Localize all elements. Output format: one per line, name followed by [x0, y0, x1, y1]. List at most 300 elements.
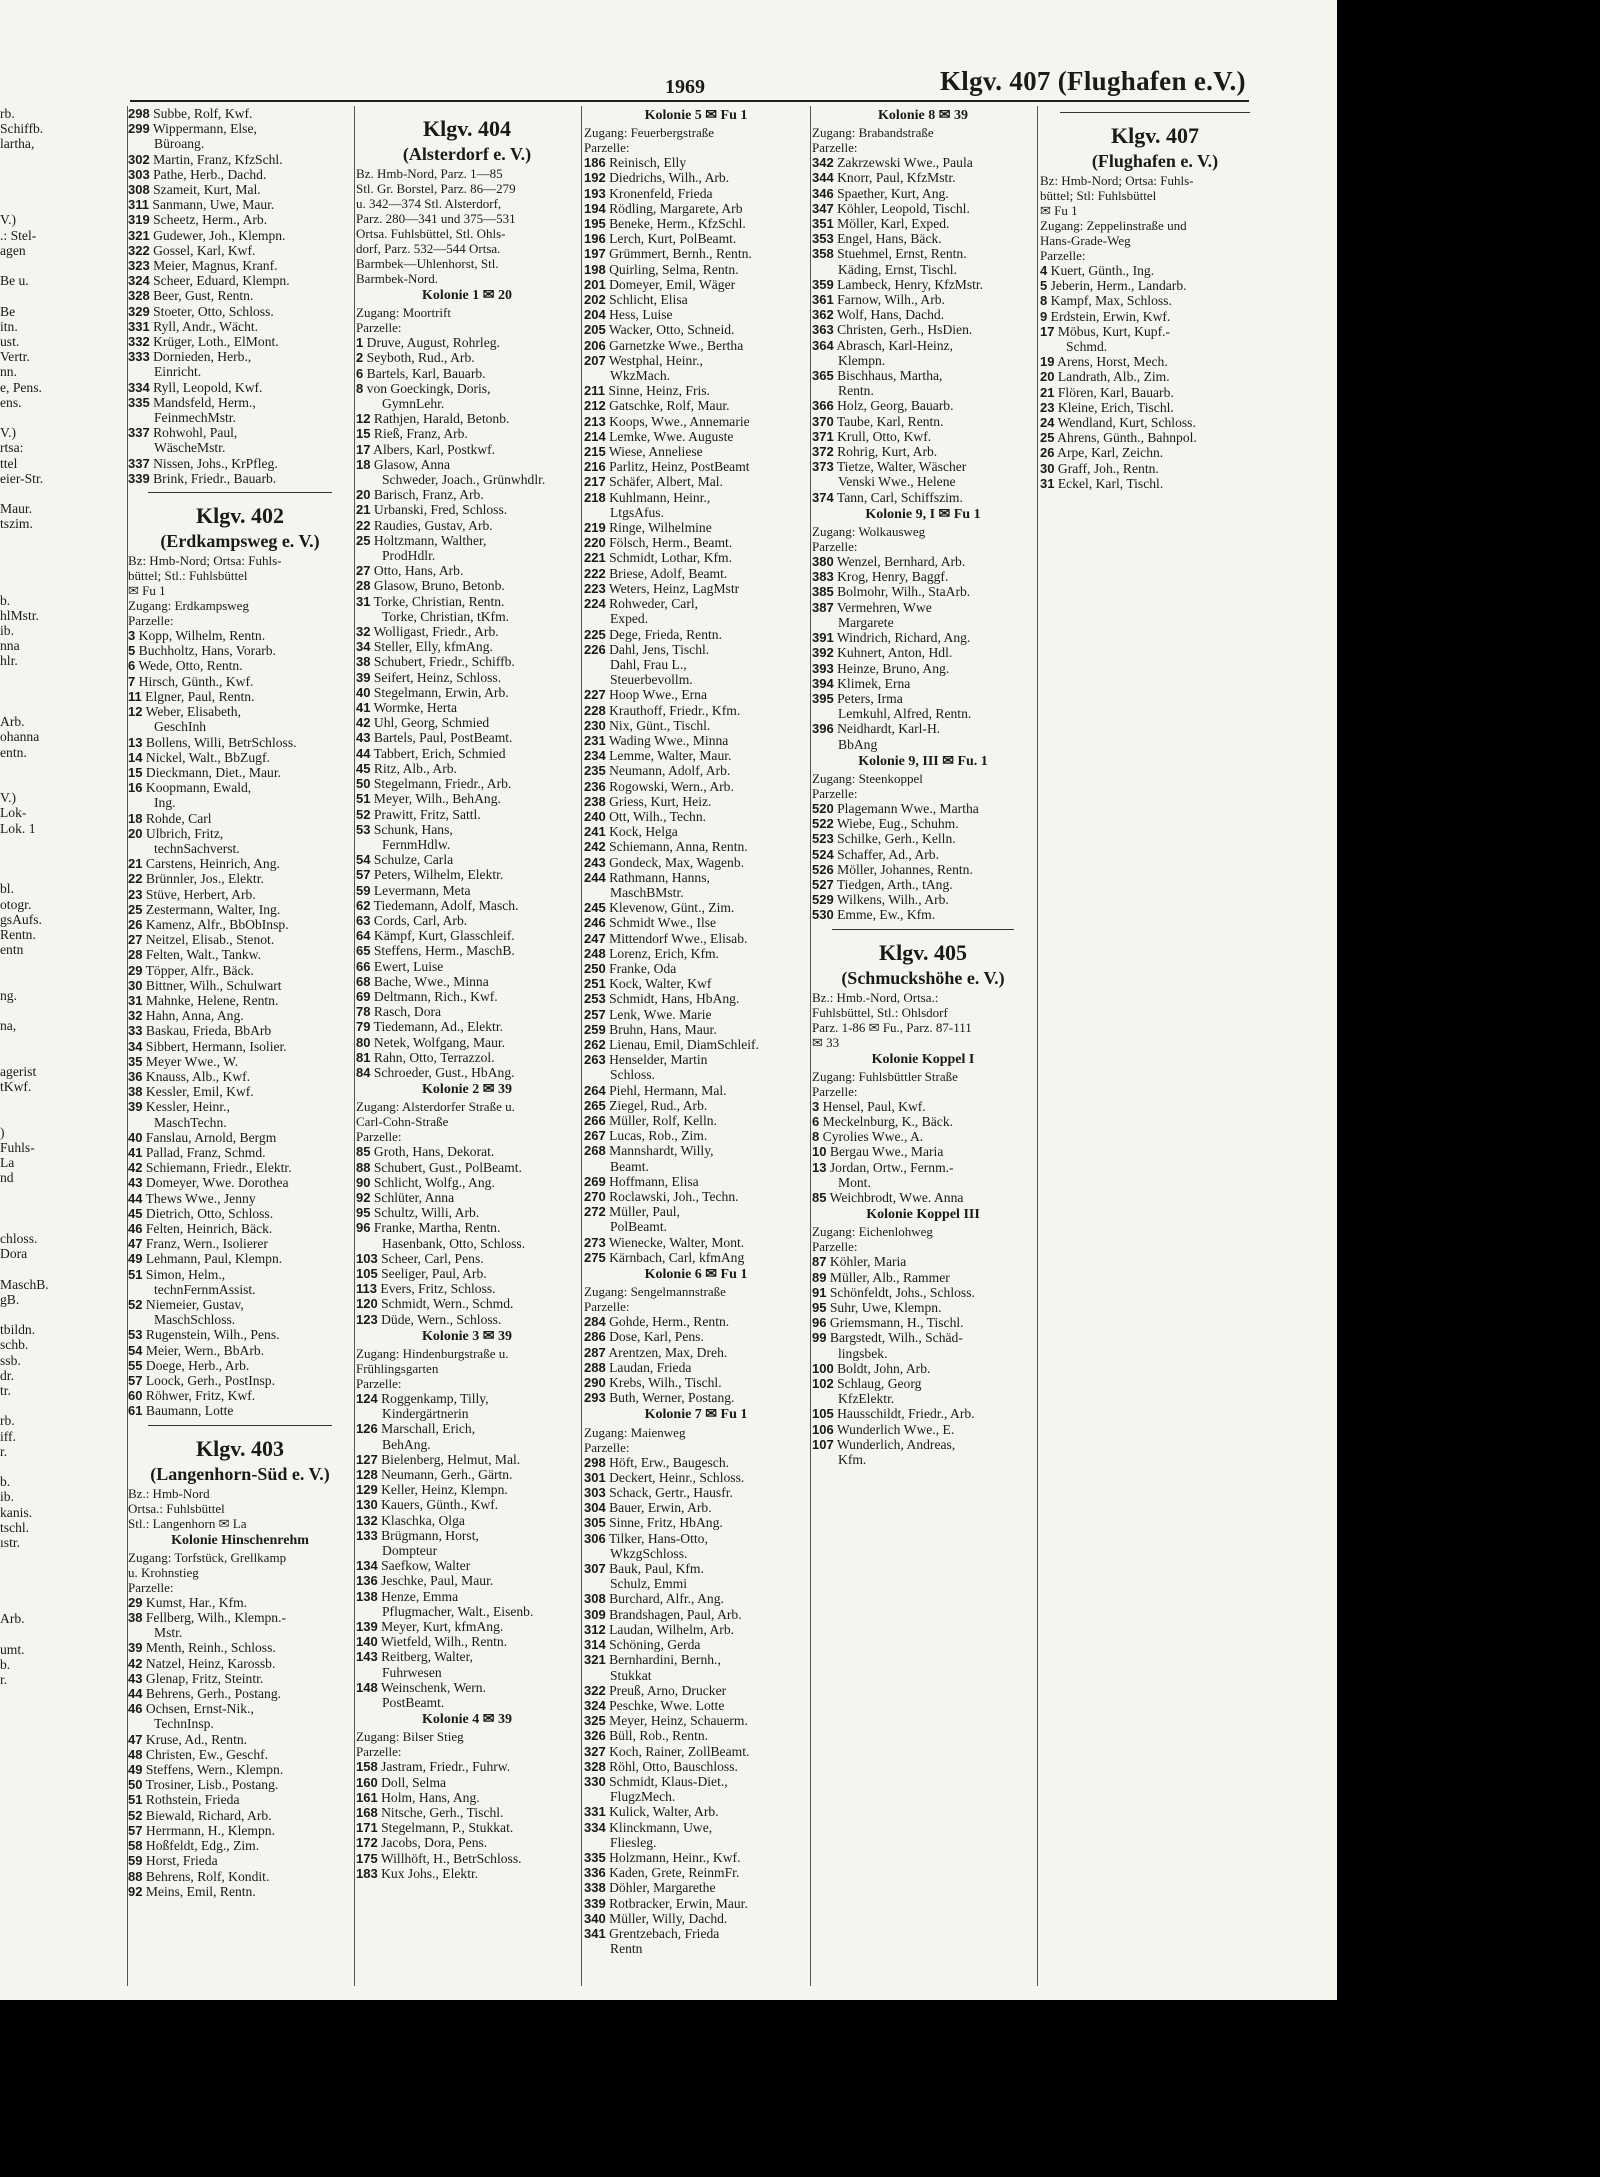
entry-text: gB. [0, 1291, 20, 1307]
plot-number: 341 [584, 1925, 606, 1941]
directory-entry [584, 1896, 808, 1911]
plot-number: 69 [356, 988, 371, 1004]
directory-entry [128, 380, 352, 395]
directory-entry [128, 826, 352, 841]
directory-entry [584, 1470, 808, 1485]
directory-entry [356, 563, 578, 578]
entry-fragment [0, 136, 126, 151]
entry-text: Fuhrwesen [382, 1664, 442, 1680]
plot-number: 55 [128, 1357, 143, 1373]
directory-entry [356, 1019, 578, 1034]
plot-number: 88 [128, 1868, 143, 1884]
entry-text: Weichbrodt, Wwe. Anna [829, 1189, 964, 1205]
entry-continuation [356, 1406, 578, 1421]
directory-entry [356, 1775, 578, 1790]
directory-entry [584, 1698, 808, 1713]
entry-fragment [0, 334, 126, 349]
directory-entry [128, 1403, 352, 1418]
entry-text: Bauer, Erwin, Arb. [609, 1500, 712, 1516]
directory-entry [584, 1911, 808, 1926]
plot-number: 219 [584, 520, 606, 536]
directory-entry [356, 1467, 578, 1482]
plot-number: 38 [128, 1084, 143, 1100]
entry-continuation [584, 1219, 808, 1234]
entry-continuation [584, 1159, 808, 1174]
plot-number: 6 [356, 365, 364, 381]
entry-fragment [0, 1520, 126, 1535]
entry-text: Ulbrich, Fritz, [145, 825, 224, 841]
plot-number: 10 [812, 1144, 827, 1160]
entry-fragment [0, 927, 126, 942]
plot-number: 206 [584, 337, 606, 353]
association-info-line: u. Krohnstieg [128, 1564, 199, 1580]
directory-entry [584, 1455, 808, 1470]
directory-entry [1040, 461, 1270, 476]
plot-number: 13 [128, 734, 143, 750]
association-info-line: u. 342—374 Stl. Alsterdorf, [356, 196, 502, 211]
plot-number: 136 [356, 1573, 378, 1589]
entry-text: Cords, Carl, Arb. [373, 912, 468, 928]
directory-entry [812, 444, 1034, 459]
entry-text: Tabbert, Erich, Schmied [373, 745, 506, 761]
entry-continuation [128, 795, 352, 810]
entry-text: Arens, Horst, Mech. [1057, 354, 1168, 370]
section-rule [148, 492, 332, 493]
directory-entry [356, 730, 578, 745]
entry-text: Stukkat [610, 1667, 652, 1683]
directory-entry [128, 1145, 352, 1160]
entry-text: Bartels, Karl, Bauarb. [366, 365, 486, 381]
entry-continuation [584, 368, 808, 383]
directory-entry [584, 535, 808, 550]
entry-text: Bernhardini, Bernh., [609, 1652, 721, 1668]
directory-entry [584, 490, 808, 505]
entry-text: Rohweder, Carl, [609, 596, 699, 612]
plot-number: 172 [356, 1835, 378, 1851]
plot-number: 59 [356, 882, 371, 898]
entry-text: Rotbracker, Erwin, Maur. [609, 1895, 748, 1911]
entry-text: Subbe, Rolf, Kwf. [153, 106, 253, 121]
column-4 [584, 106, 808, 1986]
entry-text: Urbanski, Fred, Schloss. [373, 502, 508, 518]
association-info-line: Bz.: Hmb.-Nord, Ortsa.: [812, 989, 939, 1005]
entry-text: Wacker, Otto, Schneid. [608, 322, 735, 338]
entry-text: Griemsmann, H., Tischl. [829, 1315, 964, 1331]
plot-number: 49 [128, 1251, 143, 1267]
plot-number: 526 [812, 861, 834, 877]
entry-fragment [0, 532, 126, 547]
entry-fragment [0, 1292, 126, 1307]
entry-text: Dornieden, Herb., [153, 349, 252, 365]
entry-text: Rödling, Margarete, Arb [609, 200, 743, 216]
entry-text: Peters, Wilhelm, Elektr. [373, 867, 504, 883]
colony-heading: Kolonie 1 ✉ 20 [422, 288, 512, 303]
directory-entry [1040, 309, 1270, 324]
plot-number: 42 [128, 1655, 143, 1671]
directory-entry [812, 691, 1034, 706]
plot-number: 259 [584, 1021, 606, 1037]
entry-text: Griess, Kurt, Heiz. [609, 793, 712, 809]
entry-text: Bollens, Willi, BetrSchloss. [145, 734, 297, 750]
entry-text: Martin, Franz, KfzSchl. [153, 151, 283, 167]
plot-number: 391 [812, 630, 834, 646]
directory-entry [356, 913, 578, 928]
entry-text: Brandshagen, Paul, Arb. [609, 1606, 742, 1622]
directory-entry [584, 931, 808, 946]
directory-entry [356, 624, 578, 639]
association-info-line: Parzelle: [584, 1439, 630, 1455]
directory-entry [584, 216, 808, 231]
entry-text: Grentzebach, Frieda [609, 1925, 720, 1941]
directory-entry [812, 398, 1034, 413]
entry-continuation [356, 1543, 578, 1558]
entry-continuation [356, 548, 578, 563]
entry-text: Jordan, Ortw., Fernm.- [829, 1159, 954, 1175]
entry-text: Farnow, Wilh., Arb. [837, 292, 945, 308]
column-3 [356, 106, 578, 1986]
directory-entry [128, 1130, 352, 1145]
plot-number: 4 [1040, 263, 1048, 278]
entry-fragment [0, 1657, 126, 1672]
entry-fragment [0, 258, 126, 273]
plot-number: 12 [356, 411, 371, 427]
entry-text: Laudan, Frieda [609, 1359, 692, 1375]
plot-number: 322 [128, 242, 150, 258]
entry-continuation [128, 1625, 352, 1640]
directory-entry [128, 1206, 352, 1221]
directory-entry [128, 121, 352, 136]
directory-entry [356, 1866, 578, 1881]
directory-entry [356, 1190, 578, 1205]
entry-text: Knauss, Alb., Kwf. [145, 1068, 251, 1084]
entry-text: Schultz, Willi, Arb. [373, 1205, 480, 1221]
entry-text: KfzElektr. [838, 1391, 895, 1407]
directory-entry [584, 870, 808, 885]
directory-entry [128, 1656, 352, 1671]
entry-continuation [584, 672, 808, 687]
entry-fragment [0, 775, 126, 790]
plot-number: 324 [128, 273, 150, 289]
entry-text: Wietfeld, Wilh., Rentn. [380, 1634, 508, 1650]
plot-number: 302 [128, 151, 150, 167]
entry-text: Lucas, Rob., Zim. [609, 1128, 708, 1144]
plot-number: 339 [584, 1895, 606, 1911]
directory-entry [356, 1251, 578, 1266]
directory-entry [1040, 278, 1270, 293]
entry-text: Nickel, Walt., BbZugf. [145, 749, 270, 765]
plot-number: 308 [584, 1591, 606, 1607]
entry-fragment [0, 1398, 126, 1413]
entry-text: Schlicht, Wolfg., Ang. [373, 1174, 495, 1190]
entry-text: Wiese, Anneliese [608, 444, 703, 460]
plot-number: 227 [584, 687, 606, 703]
entry-text: umt. [0, 1641, 25, 1657]
plot-number: 242 [584, 839, 606, 855]
entry-text: Wippermann, Else, [152, 121, 257, 137]
plot-number: 45 [128, 1205, 143, 1221]
association-info-line: Zugang: Brabandstraße [812, 125, 934, 141]
association-info-line: Zugang: Alsterdorfer Straße u. [356, 1099, 515, 1115]
plot-number: 175 [356, 1850, 378, 1866]
plot-number: 319 [128, 212, 150, 228]
plot-number: 48 [128, 1746, 143, 1762]
plot-number: 124 [356, 1391, 378, 1406]
entry-text: Beer, Gust, Rentn. [153, 288, 254, 304]
entry-text: Henze, Emma [381, 1588, 459, 1604]
entry-text: Hahn, Anna, Ang. [145, 1008, 244, 1024]
entry-fragment [0, 593, 126, 608]
entry-fragment [0, 729, 126, 744]
association-info-line: Parzelle: [812, 1083, 858, 1099]
directory-entry [128, 456, 352, 471]
plot-number: 27 [356, 563, 371, 579]
directory-entry [128, 704, 352, 719]
directory-entry [128, 643, 352, 658]
entry-text: ttel [0, 455, 18, 471]
directory-entry [1040, 415, 1270, 430]
directory-entry [128, 658, 352, 673]
entry-text: Ahrens, Günth., Bahnpol. [1057, 430, 1197, 446]
plot-number: 363 [812, 322, 834, 338]
directory-entry [356, 1452, 578, 1467]
plot-number: 284 [584, 1314, 606, 1330]
directory-entry [812, 155, 1034, 170]
entry-text: Arb. [0, 714, 25, 730]
directory-entry [356, 487, 578, 502]
directory-entry [128, 395, 352, 410]
entry-fragment [0, 228, 126, 243]
association-info-line: Bz.: Hmb-Nord [128, 1485, 210, 1501]
plot-number: 96 [812, 1315, 827, 1331]
plot-number: 68 [356, 973, 371, 989]
directory-entry [584, 1052, 808, 1067]
entry-continuation [356, 837, 578, 852]
entry-text: Jacobs, Dora, Pens. [381, 1835, 488, 1851]
plot-number: 89 [812, 1269, 827, 1285]
association-info-line: büttel; Stl: Fuhlsbüttel [1040, 188, 1157, 203]
plot-number: 43 [128, 1670, 143, 1686]
plot-number: 222 [584, 565, 606, 581]
entry-text: Suhr, Uwe, Klempn. [829, 1299, 942, 1315]
entry-text: Neidhardt, Karl-H. [837, 721, 941, 737]
association-info-line: Parzelle: [812, 539, 858, 555]
entry-text: ProdHdlr. [382, 548, 436, 564]
entry-text: Raudies, Gustav, Arb. [373, 517, 493, 533]
entry-continuation [356, 396, 578, 411]
plot-number: 47 [128, 1236, 143, 1252]
directory-entry [356, 943, 578, 958]
plot-number: 374 [812, 489, 834, 505]
directory-entry [584, 231, 808, 246]
entry-text: Jastram, Friedr., Fuhrw. [381, 1759, 511, 1775]
directory-entry [584, 444, 808, 459]
entry-text: Hirsch, Günth., Kwf. [138, 673, 254, 689]
entry-text: Mont. [838, 1174, 871, 1190]
plot-number: 236 [584, 778, 606, 794]
directory-entry [356, 654, 578, 669]
directory-entry [128, 304, 352, 319]
entry-text: Kronenfeld, Frieda [609, 185, 713, 201]
entry-text: ssb. [0, 1352, 21, 1368]
entry-text: Behrens, Gerh., Postang. [145, 1686, 282, 1702]
entry-text: Ryll, Andr., Wächt. [153, 318, 259, 334]
directory-entry [812, 231, 1034, 246]
entry-text: Keller, Heinz, Klempn. [381, 1482, 508, 1498]
entry-text: Lambeck, Henry, KfzMstr. [837, 276, 984, 292]
directory-entry [812, 1437, 1034, 1452]
directory-entry [356, 807, 578, 822]
entry-text: ) [0, 1124, 5, 1140]
entry-text: Albers, Karl, Postkwf. [373, 441, 496, 457]
directory-entry [128, 1191, 352, 1206]
entry-text: Weters, Heinz, LagMstr [608, 580, 740, 596]
plot-number: 1 [356, 335, 364, 351]
entry-fragment [0, 471, 126, 486]
entry-continuation [584, 505, 808, 520]
plot-number: 32 [128, 1008, 143, 1024]
entry-continuation [584, 1546, 808, 1561]
association-name: (Langenhorn-Süd e. V.) [150, 1463, 330, 1484]
directory-entry [812, 459, 1034, 474]
entry-text: Meyer, Kurt, kfmAng. [381, 1619, 504, 1635]
entry-text: Tiedemann, Ad., Elektr. [373, 1019, 504, 1035]
entry-text: Sinne, Fritz, HbAng. [609, 1515, 723, 1531]
entry-text: Beamt. [610, 1158, 649, 1174]
directory-entry [812, 721, 1034, 736]
directory-entry [356, 1851, 578, 1866]
plot-number: 527 [812, 876, 834, 892]
plot-number: 39 [128, 1099, 143, 1115]
plot-number: 17 [1040, 323, 1055, 339]
entry-text: Sinne, Heinz, Fris. [608, 383, 710, 399]
entry-fragment [0, 1444, 126, 1459]
entry-text: Kux Johs., Elektr. [381, 1865, 479, 1881]
entry-continuation [584, 1789, 808, 1804]
entry-text: Düde, Wern., Schloss. [381, 1311, 502, 1327]
plot-number: 171 [356, 1820, 378, 1836]
entry-fragment [0, 152, 126, 167]
directory-entry [356, 335, 578, 350]
entry-text: Plagemann Wwe., Martha [837, 800, 979, 816]
directory-entry [128, 1853, 352, 1868]
directory-entry [1040, 263, 1270, 278]
entry-fragment [0, 1003, 126, 1018]
directory-entry [128, 1327, 352, 1342]
entry-text: Simon, Helm., [145, 1266, 226, 1282]
plot-number: 25 [1040, 430, 1055, 446]
directory-entry [356, 898, 578, 913]
entry-fragment [0, 1413, 126, 1428]
directory-entry [128, 425, 352, 440]
directory-entry [128, 197, 352, 212]
directory-entry [356, 867, 578, 882]
directory-entry [584, 1926, 808, 1941]
entry-text: Büll, Rob., Rentn. [609, 1728, 709, 1744]
directory-entry [128, 674, 352, 689]
directory-entry [356, 1558, 578, 1573]
plot-number: 328 [128, 288, 150, 304]
entry-text: Dietrich, Otto, Schloss. [145, 1205, 274, 1221]
plot-number: 31 [1040, 475, 1055, 491]
directory-entry [128, 902, 352, 917]
directory-entry [584, 855, 808, 870]
entry-text: Schweder, Joach., Grünwhdlr. [382, 472, 546, 488]
association-info-line: Ortsa.: Fuhlsbüttel [128, 1500, 225, 1516]
entry-text: rb. [0, 1413, 15, 1429]
entry-text: Weinschenk, Wern. [380, 1679, 487, 1695]
entry-fragment [0, 1094, 126, 1109]
entry-text: Schaffer, Ad., Arb. [837, 846, 940, 862]
entry-text: Neitzel, Elisab., Stenot. [145, 932, 275, 948]
plot-number: 211 [584, 383, 605, 399]
directory-entry [812, 862, 1034, 877]
colony-heading: Kolonie 7 ✉ Fu 1 [644, 1407, 748, 1423]
entry-fragment [0, 669, 126, 684]
entry-text: Mandsfeld, Herm., [153, 394, 256, 410]
entry-text: Schmidt, Wern., Schmd. [381, 1296, 514, 1312]
plot-number: 330 [584, 1773, 606, 1789]
entry-text: Abrasch, Karl-Heinz, [836, 337, 953, 353]
association-info-line: Bz: Hmb-Nord; Ortsa: Fuhls- [128, 553, 282, 569]
directory-entry [584, 520, 808, 535]
plot-number: 335 [128, 394, 150, 410]
directory-entry [356, 1619, 578, 1634]
directory-entry [812, 338, 1034, 353]
plot-number: 387 [812, 599, 834, 615]
plot-number: 25 [356, 532, 371, 548]
plot-number: 243 [584, 854, 606, 870]
association-info-line: Fuhlsbüttel, Stl.: Ohlsdorf [812, 1004, 948, 1020]
entry-continuation [584, 1576, 808, 1591]
entry-text: Laudan, Wilhelm, Arb. [609, 1621, 735, 1637]
entry-text: MaschB. [0, 1276, 49, 1292]
directory-entry [584, 1637, 808, 1652]
entry-fragment [0, 319, 126, 334]
entry-fragment [0, 1672, 126, 1687]
plot-number: 40 [356, 684, 371, 700]
entry-text: Meins, Emil, Rentn. [145, 1883, 256, 1899]
plot-number: 393 [812, 660, 834, 676]
plot-number: 270 [584, 1189, 606, 1205]
entry-text: tbildn. [0, 1322, 36, 1338]
association-info-line: Ortsa. Fuhlsbüttel, Stl. Ohls- [356, 226, 506, 241]
plot-number: 36 [128, 1068, 143, 1084]
plot-number: 64 [356, 928, 371, 944]
plot-number: 139 [356, 1619, 378, 1635]
directory-entry [356, 457, 578, 472]
plot-number: 46 [128, 1221, 143, 1236]
plot-number: 22 [128, 871, 143, 887]
entry-text: technFernmAssist. [154, 1281, 256, 1297]
directory-entry [584, 900, 808, 915]
entry-fragment [0, 1353, 126, 1368]
entry-continuation [812, 706, 1034, 721]
directory-entry [584, 1375, 808, 1390]
entry-text: Emme, Ew., Kfm. [837, 907, 936, 923]
entry-fragment [0, 790, 126, 805]
entry-fragment [0, 1505, 126, 1520]
association-info-line: dorf, Parz. 532—544 Ortsa. [356, 241, 501, 256]
directory-entry [584, 1128, 808, 1143]
entry-text: Glenap, Fritz, Steintr. [145, 1670, 264, 1686]
directory-entry [812, 645, 1034, 660]
plot-number: 90 [356, 1174, 371, 1190]
directory-entry [356, 426, 578, 441]
plot-number: 95 [356, 1205, 371, 1221]
directory-entry [128, 963, 352, 978]
directory-entry [128, 1388, 352, 1403]
entry-continuation [584, 1941, 808, 1956]
